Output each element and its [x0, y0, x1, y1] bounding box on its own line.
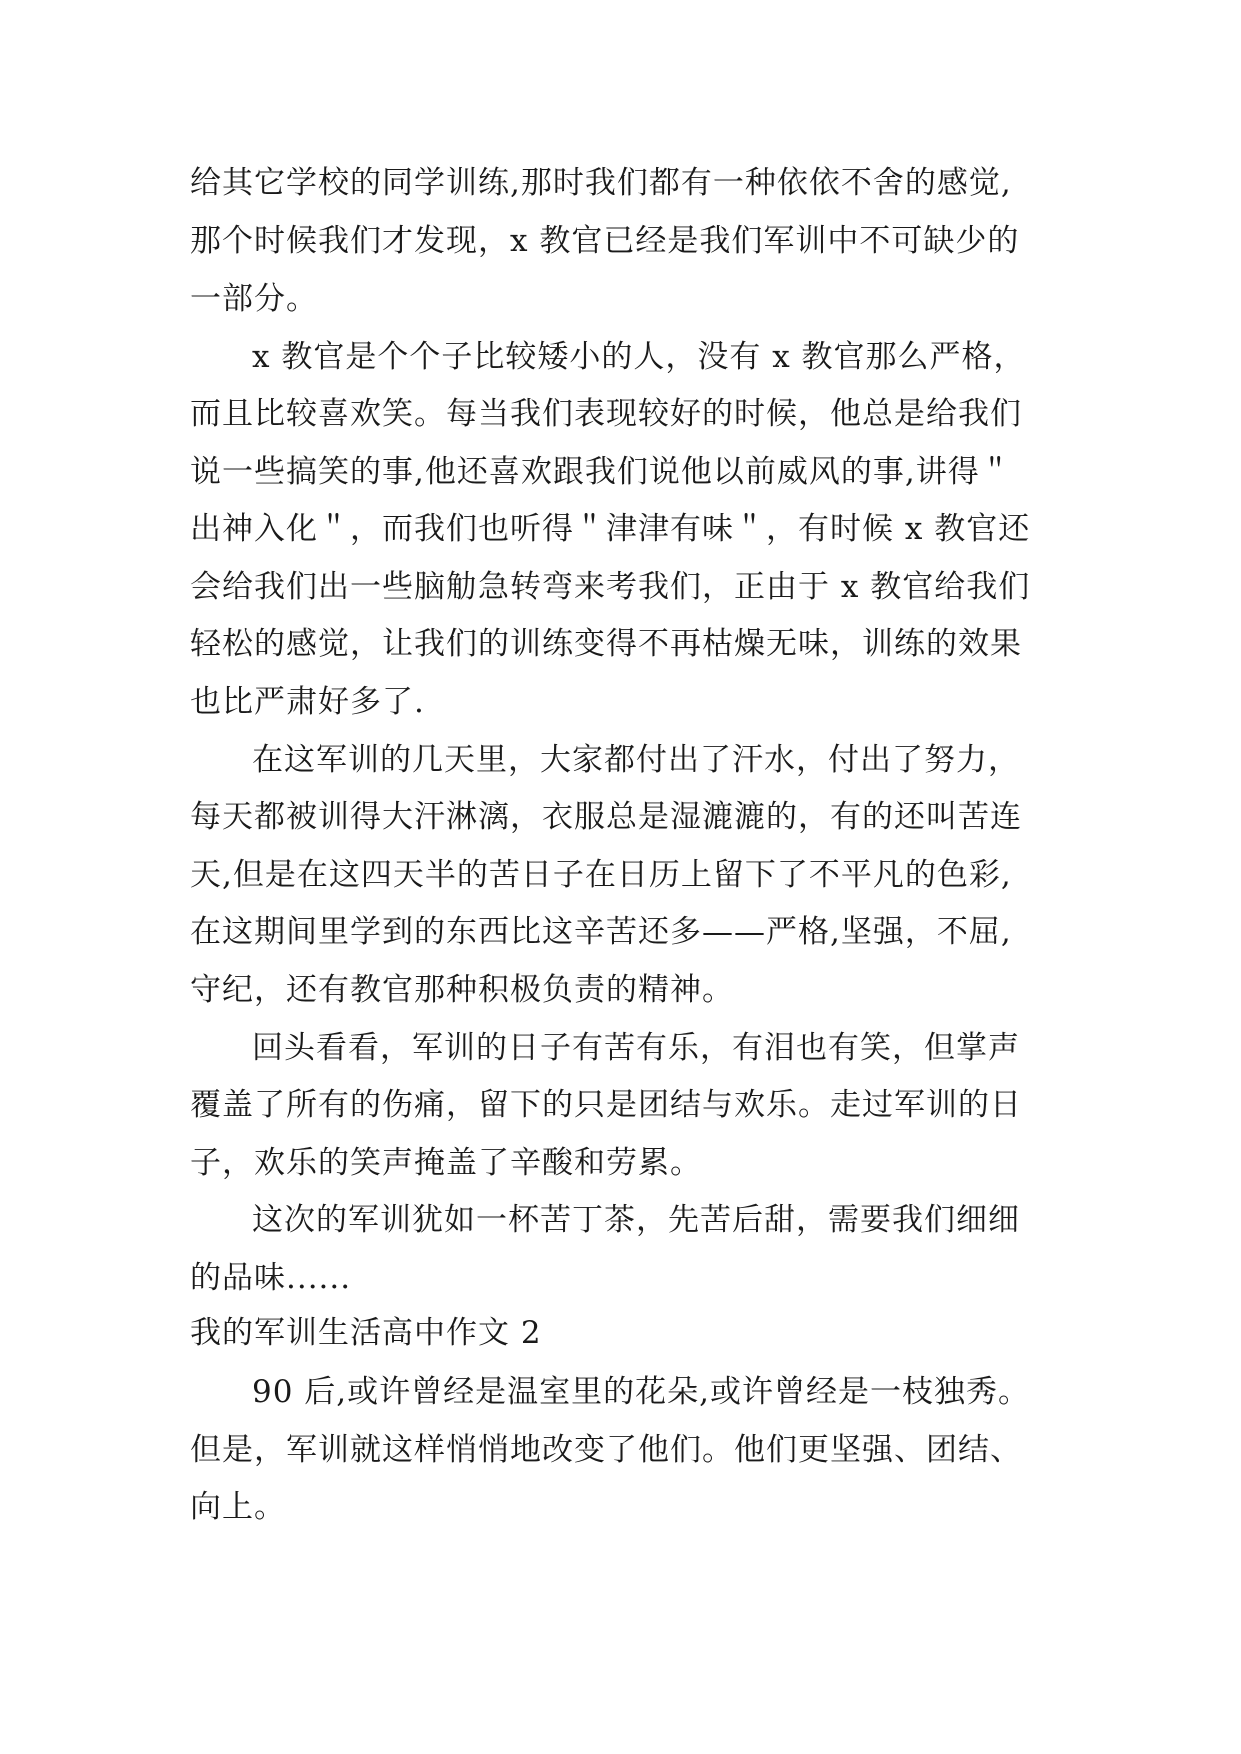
- text-line: 守纪，还有教官那种积极负责的精神。: [190, 972, 734, 1008]
- paragraph-start-line: x 教官是个个子比较矮小的人，没有 x 教官那么严格，: [252, 339, 1026, 375]
- text-line: 那个时候我们才发现，x 教官已经是我们军训中不可缺少的: [190, 223, 1020, 259]
- text-line: 而且比较喜欢笑。每当我们表现较好的时候，他总是给我们: [190, 396, 1022, 432]
- text-line: 一部分。: [190, 281, 318, 317]
- text-line: 子，欢乐的笑声掩盖了辛酸和劳累。: [190, 1145, 702, 1181]
- paragraph-start-line: 回头看看，军训的日子有苦有乐，有泪也有笑，但掌声: [252, 1030, 1020, 1066]
- text-line: 说一些搞笑的事,他还喜欢跟我们说他以前威风的事,讲得＂: [190, 454, 1012, 490]
- section-heading: 我的军训生活高中作文 2: [190, 1315, 542, 1351]
- paragraph-start-line: 90 后,或许曾经是温室里的花朵,或许曾经是一枝独秀。: [252, 1374, 1031, 1410]
- paragraph-start-line: 这次的军训犹如一杯苦丁茶，先苦后甜，需要我们细细: [252, 1202, 1020, 1238]
- text-line: 向上。: [190, 1489, 286, 1525]
- text-line: 给其它学校的同学训练,那时我们都有一种依依不舍的感觉,: [190, 165, 1012, 201]
- text-line: 也比严肃好多了.: [190, 684, 425, 720]
- text-line: 但是，军训就这样悄悄地改变了他们。他们更坚强、团结、: [190, 1432, 1022, 1468]
- text-line: 在这期间里学到的东西比这辛苦还多——严格,坚强，不屈,: [190, 914, 1012, 950]
- text-line: 天,但是在这四天半的苦日子在日历上留下了不平凡的色彩,: [190, 857, 1012, 893]
- paragraph-start-line: 在这军训的几天里，大家都付出了汗水，付出了努力，: [252, 742, 1020, 778]
- text-line: 轻松的感觉，让我们的训练变得不再枯燥无味，训练的效果: [190, 626, 1022, 662]
- text-line: 出神入化＂，而我们也听得＂津津有味＂，有时候 x 教官还: [190, 511, 1031, 547]
- text-line: 会给我们出一些脑觔急转弯来考我们，正由于 x 教官给我们: [190, 569, 1031, 605]
- text-line: 覆盖了所有的伤痛，留下的只是团结与欢乐。走过军训的日: [190, 1087, 1022, 1123]
- text-line: 的品味......: [190, 1260, 352, 1296]
- text-line: 每天都被训得大汗淋漓，衣服总是湿漉漉的，有的还叫苦连: [190, 799, 1022, 835]
